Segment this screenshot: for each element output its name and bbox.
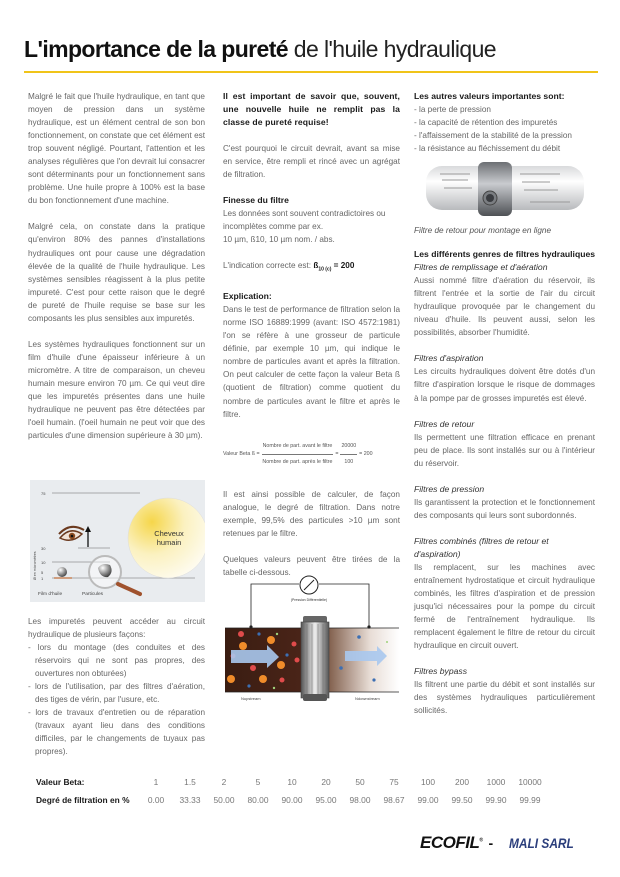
paragraph: Les données sont souvent contradictoires ou incomplètes comme par ex. [223,209,386,232]
particle-size-figure [30,480,205,602]
svg-text:5: 5 [41,570,44,575]
list-item: - l'affaissement de la stabilité de la pression [414,129,595,142]
filter-type-name: Filtres de retour [414,418,475,429]
filtration-diagram [219,572,399,702]
finesse-heading: Finesse du filtre [223,195,289,206]
filter-type-text: Les circuits hydrauliques doivent être dotés d'un filtre d'aspiration lorsque le risque de dommages à la pompe par de grosses impuretés est élevé. [414,367,595,403]
svg-text:30: 30 [41,546,46,551]
filter-type-text: Aussi nommé filtre d'aération du réservoir, ils filtrent l'entrée et la sortie de l'air du circuit hydraulique provoquée par le changement du niveau d'huile. Ils peuvent aussi, selon les possibilités, absorber l'humidité. [414,276,595,338]
filter-element-icon [301,622,329,698]
filter-type-name: Filtres de remplissage et d'aération [414,262,548,273]
list-item: - la perte de pression [414,103,595,116]
magnifier-handle [118,584,140,594]
svg-text:humain: humain [156,538,182,547]
paragraph: Malgré cela, on constate dans la pratique qu'environ 80% des pannes d'installations hydrauliques ont pour cause une dégradation élevée de la qualité de l'huile hydraulique. Les systèmes sensibles réagissent à la plus petite impureté. C'est pour cette raison que le degré de pureté de l'huile requise se base sur les composants les plus sensibles aux impuretés. [28,222,205,323]
table-row-filtration: Degré de filtration en % 0.00 33.33 50.00 80.00 90.00 95.00 98.00 98.67 99.00 99.50 99.90 99.99 [36,795,541,805]
lead-statement: Il est important de savoir que, souvent, une nouvelle huile ne remplit pas la classe de pureté requise! [223,91,400,128]
paragraph: Malgré le fait que l'huile hydraulique, en tant que moyen de pression dans un système hydraulique, est un élément central de son bon fonctionnement, on constate que cet élément est trop souvent négligé. Pourtant, l'attention et les analyses régulières que l'on devrait lui consacrer sont déterminants pour un fonctionnement sans problème. Une huile propre à 100% est la base du bon fonctionnement d'une machine. [28,92,205,206]
beta-formula: Valeur Beta ß = $\frac{\text{Nombre de part. avant le filtre}}{\text{Nombre de part. après le filtre}}$ = $\frac{20000}{100}$ = 200 [223,440,400,469]
downstream-label: Ndownstream [355,696,380,701]
beta-filtration-table [36,773,547,809]
svg-text:1: 1 [41,576,44,581]
paragraph: Quelques valeurs peuvent être tirées de la tabelle ci-dessous. [223,554,400,577]
svg-text:(Pression Différentielle): (Pression Différentielle) [290,598,328,602]
contamination-ways [28,615,205,759]
paragraph: Il est ainsi possible de calculer, de façon analogue, le degré de filtration. Dans notre exemple, 99,5% des particules >10 µm sont retenues par le filtre. [223,489,400,538]
filter-flow-illustration [219,572,399,702]
size-comparison-illustration [30,480,205,602]
list-item: - lors de travaux d'entretien ou de réparation (travaux ayant lieu dans des conditions difficiles, par le changements de tuyaux pas propres). [28,706,205,758]
correct-indication: L'indication correcte est: $ß_{10 (c)} = 200$ [223,261,355,274]
svg-text:Particules: Particules [82,592,104,597]
upstream-label: Nupstream [241,696,261,701]
svg-text:75: 75 [41,491,46,496]
paragraph: C'est pourquoi le circuit devrait, avant sa mise en service, être rempli et rincé avec un agrégat de filtration. [223,144,400,180]
filter-type-name: Filtres bypass [414,666,468,677]
ecofil-logo: ECOFIL® [420,833,483,852]
filter-type-name: Filtres d'aspiration [414,353,484,364]
table-row-beta: Valeur Beta: 1 1.5 2 5 10 20 50 75 100 200 1000 10000 [36,777,542,787]
title-bold: L'importance de la pureté [24,36,288,62]
filter-type-text: Ils filtrent une partie du débit et sont installés sur des systèmes hydrauliques particulièrement sollicités. [414,680,595,716]
list-item: - la résistance au fléchissement du débit [414,142,595,155]
brand-separator: - [488,835,494,851]
page-title [24,36,598,70]
column-1 [28,90,205,442]
paragraph: Les systèmes hydrauliques fonctionnent sur un film d'huile d'une épaisseur inférieure à un micromètre. A titre de comparaison, un cheveu humain mesure environ 70 µm. Ce qui veut dire que les impuretés présentes dans une huile hydraulique ne peuvent pas être détectées par l'oeil humain. (l'oeil humain ne peut voir que des particules d'une dimension supérieure à 30 µm). [28,339,205,441]
photo-caption: Filtre de retour pour montage en ligne [414,226,551,235]
svg-text:10: 10 [41,560,46,565]
svg-text:Ø en micromètres: Ø en micromètres [33,551,37,580]
company-name: MALI SARL [509,835,574,851]
paragraph: Dans le test de performance de filtration selon la norme ISO 16889:1999 (avant: ISO 4572:1981) l'on se réfère à une grosseur de particule définie, par exemple 10 µm, qui indique le nombre de particules avant et après la filtration. On peut calculer de cette façon la valeur Beta ß (quotient de filtration) comme quotient du nombre de particules avant le filtre et après le filtre. [223,305,400,419]
svg-text:Cheveux: Cheveux [154,529,184,538]
footer-brand [420,833,585,853]
list-item: - lors du montage (des conduites et des réservoirs qui ne sont pas propres, des ouvertures non obturées) [28,641,205,680]
column-2 [223,90,400,579]
other-values-list [414,103,595,155]
other-values-heading: Les autres valeurs importantes sont: [414,91,565,101]
arrow-up-icon [85,526,91,547]
filter-type-text: Ils remplacent, sur les machines avec entraînement hydrostatique et circuit hydraulique combinés, les filtres d'aspiration et de pression jusqu'ici nécessaires pour la pompe du circuit fermé de l'entraînement hydraulique. Ils remplacent également le filtre de retour du circuit hydraulique en circuit ouvert. [414,562,595,651]
filter-type-text: Ils permettent une filtration efficace en prenant peu de place. Ils sont installés sur ou à l'intérieur du réservoir. [414,432,595,468]
eye-icon [59,527,84,540]
filter-type-name: Filtres combinés (filtres de retour et d'aspiration) [414,535,549,559]
explication-heading: Explication: [223,291,272,302]
filter-type-text: Ils garantissent la protection et le fonctionnement des composants qui leurs sont subordonnés. [414,497,595,520]
svg-text:Film d'huile: Film d'huile [38,592,63,597]
filter-types-heading: Les différents genres de filtres hydrauliques [414,249,595,260]
ways-list [28,641,205,758]
title-rest: de l'huile hydraulique [287,36,496,62]
oil-film-particle [57,567,67,577]
paragraph: Les impuretés peuvent accéder au circuit hydraulique de plusieurs façons: [28,617,205,640]
title-underline [24,71,598,73]
finesse-examples: 10 µm, ß10, 10 µm nom. / abs. [223,235,335,245]
filter-type-name: Filtres de pression [414,483,485,494]
column-3 [414,90,595,155]
return-filter-photo [420,158,590,220]
list-item: - lors de l'utilisation, par des filtres d'aération, des tiges de vérin, par l'usure, etc. [28,680,205,706]
list-item: - la capacité de rétention des impuretés [414,116,595,129]
column-3-lower [414,224,595,718]
